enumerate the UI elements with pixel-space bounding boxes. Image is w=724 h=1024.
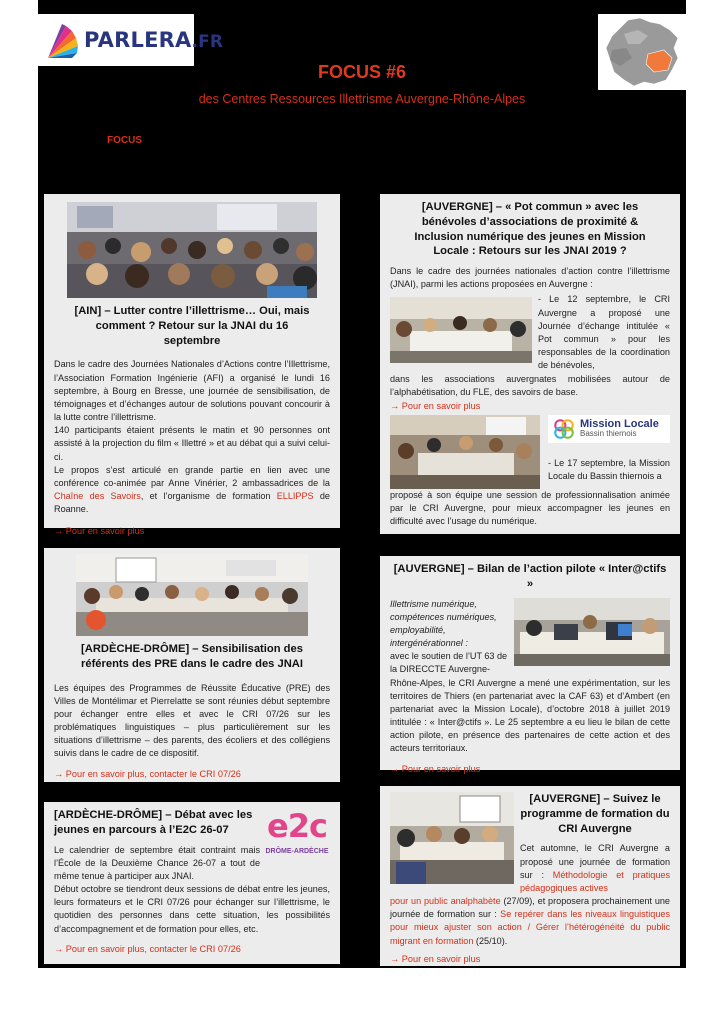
link-public-analphabete[interactable]: pour un public analphabète [390,896,501,907]
photo-pre-meeting-room [76,554,308,636]
card-pot-commun-side-2: - Le 17 septembre, la Mission Locale du Bassin thiernois a [548,457,670,482]
card-e2c-title: [ARDÈCHE-DRÔME] – Débat avec les jeunes en parcours à l’E2C 26-07 [54,809,253,836]
card-formation [380,786,680,966]
page-title: FOCUS #6 [317,62,407,82]
card-ardeche-pre-title: [ARDÈCHE-DRÔME] – Sensibilisation des référents des PRE dans le cadre des JNAI [81,643,303,670]
page-subtitle: des Centres Ressources Illettrisme Auvergne-Rhône-Alpes [198,92,526,106]
book-fan-icon [42,18,82,62]
card-pot-commun-title: [AUVERGNE] – « Pot commun » avec les bénévoles d’associations de proximité & Inclusion numérique des jeunes en Mission Locale : Retours sur les JNAI 2019 ? [414,201,646,258]
logo-text: PARLERA.FR [84,28,224,52]
card-e2c [44,802,340,964]
card-interactifs [380,556,680,774]
card-interactifs-side: avec le soutien de l’UT 63 de la DIRECCTE Auvergne- [390,651,508,675]
card-e2c-text: Début octobre se tiendront deux sessions de débat entre les jeunes, leurs formateurs et le CRI 07/26 pour échanger sur l’illettrisme, le quotidien des personnes dans cette situation, les possibilités d’accompagnement et de formation pour elles, etc. [54,884,330,934]
link-more-interactifs[interactable]: → Pour en savoir plus [390,763,481,774]
link-methodologie[interactable]: Méthodologie et pratiques pédagogiques actives [520,869,670,893]
card-e2c-side: Le calendrier de septembre était contraint mais l’École de la Deuxième Chance 26-07 a tout de même tenue à participer aux JNAI. [54,844,260,881]
card-formation-text: pour un public analphabète (27/09), et proposera prochainement une journée de formation sur : Se repérer dans les niveaux linguistiques pour mieux ajuster son action / Gérer l’hétérogénéité du public migrant en formation (25/10). [390,896,670,946]
card-ain [44,194,340,537]
mission-locale-logo: Mission Locale Bassin thiernois [548,415,670,443]
link-more-e2c[interactable]: → Pour en savoir plus, contacter le CRI 07/26 [54,943,241,954]
link-more-pot-commun[interactable]: → Pour en savoir plus [390,400,481,411]
e2c-logo: e2c DRÔME-ARDÈCHE [265,807,329,855]
card-interactifs-title: [AUVERGNE] – Bilan de l’action pilote « Inter@ctifs » [393,563,667,590]
card-pot-commun-side-1: - Le 12 septembre, le CRI Auvergne a proposé une Journée d’échange intitulée « Pot commun » pour les responsables de la coordination de bénévoles, [538,294,670,371]
photo-mission-locale-session [390,415,540,489]
photo-formation-room [390,792,514,884]
focus-label: FOCUS [107,135,142,146]
mission-locale-rings-icon [552,417,576,441]
link-more-formation[interactable]: → Pour en savoir plus [390,953,481,964]
card-ardeche-pre [44,548,340,782]
photo-interactifs-workshop [514,598,670,666]
parlera-logo[interactable] [38,14,224,66]
card-pot-commun [380,194,680,534]
card-ain-text-1: Dans le cadre des Journées Nationales d’Actions contre l’Illettrisme, l’Association Formation Ingénierie (AFI) a organisé le lundi 16 septembre, à Bourg en Bresse, une journée de sensibilisation, de témoignages et d’échanges autour de solutions pouvant concourir à la lutte contre l’illettrisme. [54,359,330,423]
card-interactifs-keywords: Illettrisme numérique, compétences numériques, employabilité, intergénérationnel : [390,598,497,649]
card-formation-side: Cet automne, le CRI Auvergne a proposé une journée de formation sur : Méthodologie et pratiques pédagogiques actives [520,843,670,893]
card-formation-title: [AUVERGNE] – Suivez le programme de formation du CRI Auvergne [520,793,670,835]
photo-conference-audience [67,202,317,298]
link-more-ardeche-pre[interactable]: → Pour en savoir plus, contacter le CRI 07/26 [54,768,241,779]
link-niveaux-linguistiques[interactable]: Se repérer dans les niveaux linguistiques pour mieux ajuster son action / Gérer l’hétérogénéité du public migrant en formation [390,909,670,946]
card-ain-text-3: Le propos s’est articulé en grande partie en lien avec une conférence co-animée par Anne Vinérier, 2 ambassadrices de la Chaîne des Savoirs, et l’organisme de formation ELLIPPS de Roanne. [54,464,330,515]
link-ellipps[interactable]: ELLIPPS [276,491,314,502]
card-pot-commun-text-2: proposé à son équipe une session de professionnalisation animée par le CRI Auvergne, pour mieux accompagner les jeunes en difficulté avec l’usage du numérique. [390,489,670,527]
card-pot-commun-intro: Dans le cadre des journées nationales d’action contre l’illettrisme (JNAI), parmi les actions proposées en Auvergne : [390,266,670,290]
card-ain-title: [AIN] – Lutter contre l’illettrisme… Oui, mais comment ? Retour sur la JNAI du 16 septembre [74,305,310,347]
photo-pot-commun-meeting [390,297,532,363]
link-chaine-des-savoirs[interactable]: Chaîne des Savoirs [54,491,141,502]
card-interactifs-text: Rhône-Alpes, le CRI Auvergne a mené une expérimentation, sur les territoires de Thiers (en partenariat avec la CAF 63) et d’Ambert (en partenariat avec la Mission Locale), d’octobre 2018 à juillet 2019 intitulée : « Inter@ctifs ». Le 25 septembre a eu lieu le bilan de cette action pilote, en présence des partenaires de cette action et des acteurs territoriaux. [390,677,670,754]
card-pot-commun-text-1: dans les associations auvergnates mobilisées autour de l’alphabétisation, du FLE, des savoirs de base. [390,373,670,397]
card-ardeche-pre-text: Les équipes des Programmes de Réussite Éducative (PRE) des Villes de Montélimar et Pierrelatte se sont réunies début septembre pour échanger entre elles et avec le CRI 07/26 sur les problématiques linguistiques – plus particulièrement sur les situations d’illettrisme – des parents, des écoliers et des collégiens suivis dans le cadre de ce dispositif. [54,682,330,759]
link-more-ain[interactable]: → Pour en savoir plus [54,526,145,537]
card-ain-text-2: 140 participants étaient présents le matin et 90 personnes ont assisté à la projection du film « Illettré » et au débat qui a suivi celui-ci. [54,425,330,462]
